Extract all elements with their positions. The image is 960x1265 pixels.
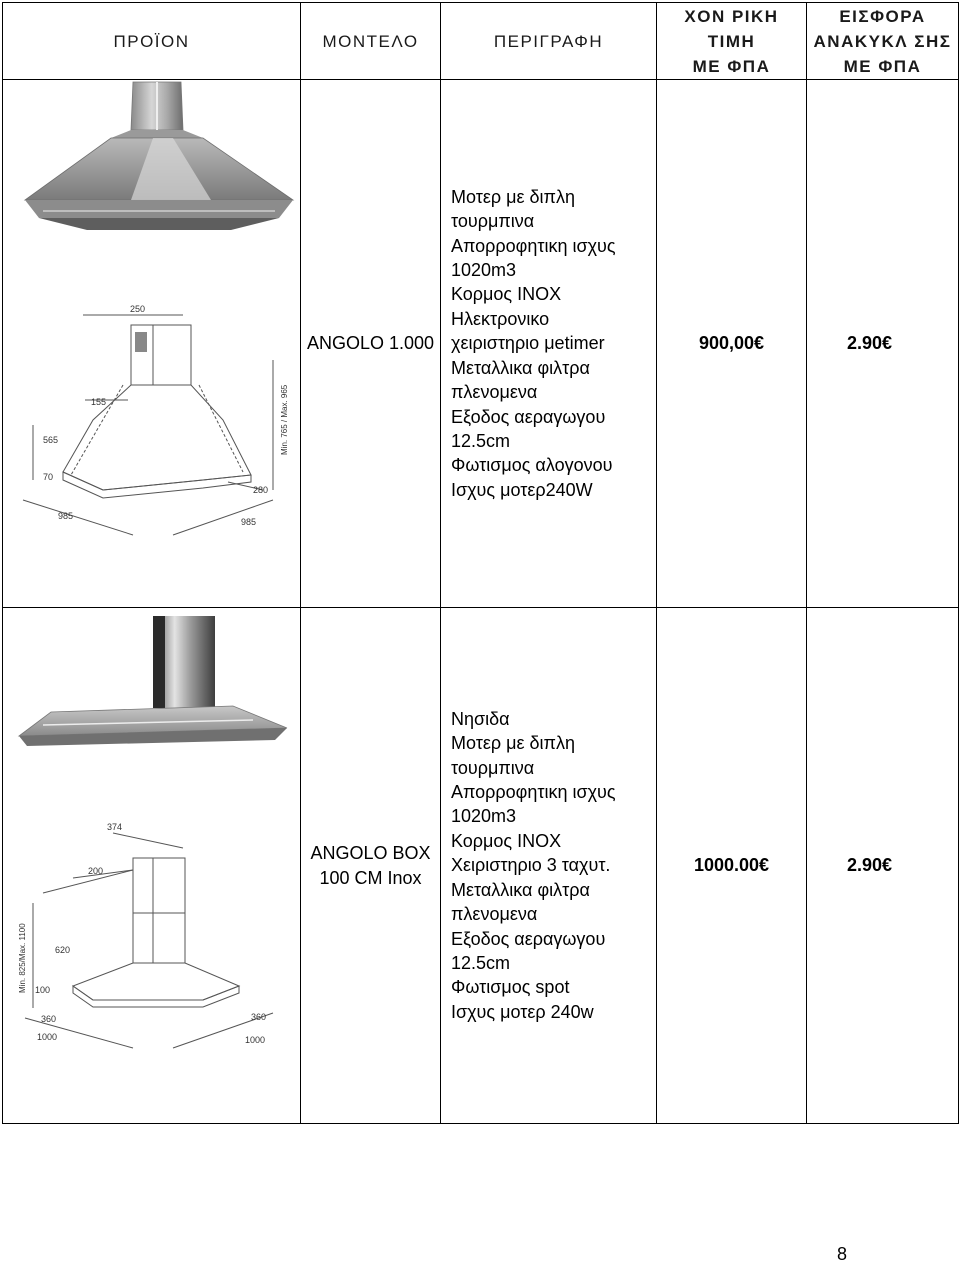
svg-text:250: 250 xyxy=(130,304,146,314)
header-retail-price xyxy=(657,3,807,80)
product-catalog-table xyxy=(2,2,959,1124)
hood-photo xyxy=(19,616,287,746)
svg-text:Min. 765 / Max. 965: Min. 765 / Max. 965 xyxy=(280,384,289,455)
description-line: Απορροφητικη ισχυς xyxy=(451,235,616,256)
description-line: Εξοδος αεραγωγου xyxy=(451,928,606,949)
description-line: Χειριστηριο 3 ταχυτ. xyxy=(451,855,611,876)
header-recycle-line: ΑΝΑΚΥΚΛ ΣΗΣ xyxy=(813,31,952,51)
svg-text:985: 985 xyxy=(241,517,257,527)
header-row xyxy=(3,3,959,80)
description-line: Μεταλλικα φιλτρα xyxy=(451,879,590,900)
description-line: τουρμπινα xyxy=(451,757,535,778)
description-line: Ισχυς μοτερ 240w xyxy=(451,1001,594,1022)
header-recycle-line: ΕΙΣΦΟΡΑ xyxy=(839,6,926,26)
description-line: Ηλεκτρονικο xyxy=(451,308,550,329)
product-recycle-fee: 2.90€ xyxy=(807,80,959,608)
model-line: 100 CM Inox xyxy=(319,867,422,888)
drawing-labels xyxy=(18,822,266,1045)
description-line: χειριστηριο μetimer xyxy=(451,333,605,354)
description-line: 12.5cm xyxy=(451,952,511,973)
svg-text:985: 985 xyxy=(58,511,74,521)
product-row xyxy=(3,608,959,1124)
description-line: 1020m3 xyxy=(451,806,517,827)
product-description xyxy=(441,608,657,1124)
header-recycle-line: ΜΕ ΦΠΑ xyxy=(843,56,922,76)
description-line: Κορμος ΙΝΟΧ xyxy=(451,830,562,851)
dimension-drawing xyxy=(23,315,273,535)
svg-text:620: 620 xyxy=(55,945,71,955)
product-price: 900,00€ xyxy=(657,80,807,608)
svg-text:70: 70 xyxy=(43,472,54,482)
description-line: 1020m3 xyxy=(451,260,517,281)
description-line: 12.5cm xyxy=(451,430,511,451)
dimension-drawing xyxy=(25,833,273,1048)
header-price-line: ΤΙΜΗ xyxy=(707,31,756,51)
svg-text:280: 280 xyxy=(253,485,269,495)
description-line: Εξοδος αεραγωγου xyxy=(451,406,606,427)
product-recycle-fee: 2.90€ xyxy=(807,608,959,1124)
description-line: τουρμπινα xyxy=(451,211,535,232)
description-line: Μεταλλικα φιλτρα xyxy=(451,357,590,378)
product-model xyxy=(301,608,441,1124)
model-line: ANGOLO BOX xyxy=(310,842,431,863)
product-image-angolo-box xyxy=(3,608,301,1123)
product-image-angolo xyxy=(3,80,301,607)
description-line: Μοτερ με διπλη xyxy=(451,733,575,754)
svg-text:1000: 1000 xyxy=(245,1035,266,1045)
description-line: Κορμος ΙΝΟΧ xyxy=(451,284,562,305)
product-model: ANGOLO 1.000 xyxy=(301,80,441,608)
svg-text:360: 360 xyxy=(251,1012,267,1022)
description-line: Μοτερ με διπλη xyxy=(451,186,575,207)
hood-photo xyxy=(25,82,293,230)
description-line: Φωτισμος spot xyxy=(451,977,570,998)
drawing-labels xyxy=(43,304,289,527)
header-description: ΠΕΡΙΓΡΑΦΗ xyxy=(441,3,657,80)
header-model: ΜΟΝΤΕΛΟ xyxy=(301,3,441,80)
header-price-line: ΧΟΝ ΡΙΚΗ xyxy=(684,6,779,26)
svg-text:360: 360 xyxy=(41,1014,57,1024)
description-line: Ισχυς μοτερ240W xyxy=(451,479,593,500)
description-line: Απορροφητικη ισχυς xyxy=(451,782,616,803)
svg-text:374: 374 xyxy=(107,822,123,832)
svg-text:565: 565 xyxy=(43,435,59,445)
header-price-line: ΜΕ ΦΠΑ xyxy=(692,56,771,76)
svg-text:1000: 1000 xyxy=(37,1032,58,1042)
description-line: Νησιδα xyxy=(451,708,510,729)
svg-text:200: 200 xyxy=(88,866,104,876)
product-price: 1000.00€ xyxy=(657,608,807,1124)
page-number: 8 xyxy=(837,1244,848,1264)
header-recycling-fee xyxy=(807,3,959,80)
svg-text:Min. 825/Max. 1100: Min. 825/Max. 1100 xyxy=(18,923,27,993)
product-row xyxy=(3,80,959,608)
description-line: Φωτισμος αλογονου xyxy=(451,455,613,476)
product-image-cell xyxy=(3,80,301,608)
header-product: ΠΡΟΪΟΝ xyxy=(3,3,301,80)
description-line: πλενομενα xyxy=(451,904,538,925)
description-line: πλενομενα xyxy=(451,382,538,403)
svg-text:100: 100 xyxy=(35,985,51,995)
product-description xyxy=(441,80,657,608)
product-image-cell xyxy=(3,608,301,1124)
svg-text:155: 155 xyxy=(91,397,107,407)
